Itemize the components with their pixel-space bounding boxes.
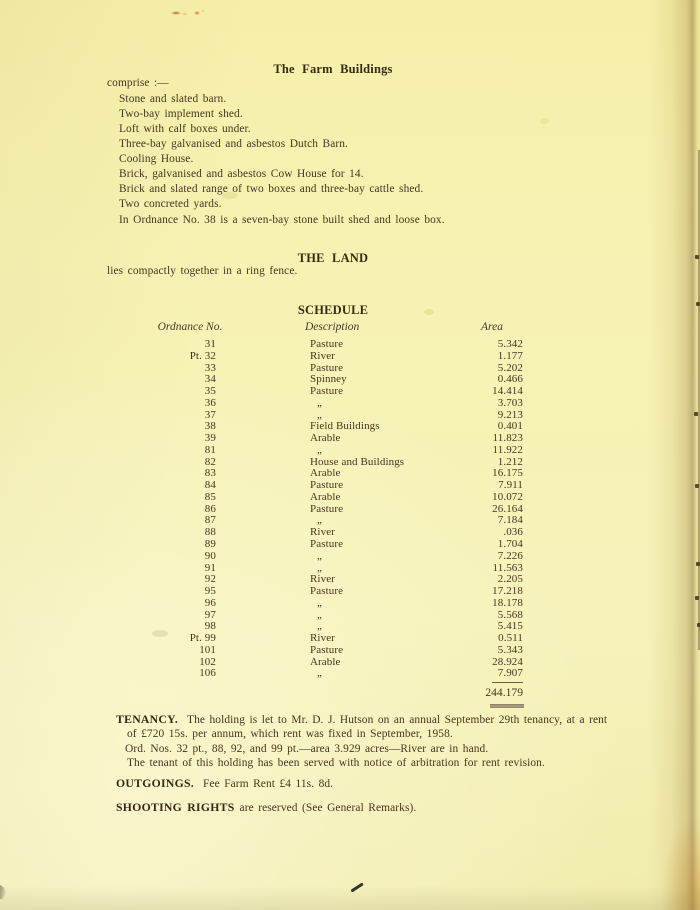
table-row [90, 527, 523, 539]
area-cell: 7.226 [497, 549, 523, 562]
ordnance-no-cell: Pt. 99 [189, 632, 216, 645]
ordnance-no-cell: 37 [204, 408, 216, 421]
ordnance-no-cell: 35 [204, 385, 216, 398]
area-cell: 5.415 [497, 620, 523, 633]
total-rule [492, 682, 523, 683]
stitch-hole [696, 302, 700, 306]
shooting-rights-label: SHOOTING RIGHTS [116, 801, 235, 814]
area-cell: 16.175 [492, 467, 523, 480]
table-row [90, 433, 523, 445]
rust-stain [170, 8, 206, 18]
tenancy-label: TENANCY. [116, 713, 179, 726]
schedule-rows [90, 339, 523, 680]
description-cell: Pasture [310, 361, 344, 374]
outgoings-paragraph [116, 777, 333, 790]
description-cell: Pasture [310, 643, 344, 656]
ordnance-no-cell: 39 [204, 432, 216, 445]
area-cell: 5.568 [497, 608, 523, 621]
description-cell: Pasture [310, 502, 344, 515]
outgoings-label: OUTGOINGS. [116, 777, 195, 790]
ordnance-no-cell: 34 [204, 373, 216, 386]
description-cell: Arable [310, 655, 341, 668]
ordnance-no-cell: 86 [204, 502, 216, 515]
table-row [90, 668, 523, 680]
area-cell: 10.072 [492, 490, 523, 503]
table-row [90, 421, 523, 433]
description-cell: „ [317, 596, 322, 609]
description-cell: Spinney [310, 373, 347, 386]
table-row [90, 374, 523, 386]
table-row [90, 386, 523, 398]
area-cell: 1.704 [497, 538, 523, 551]
area-cell: 0.401 [497, 420, 523, 433]
description-cell: Arable [310, 467, 341, 480]
ordnance-no-cell: 95 [204, 585, 216, 598]
ordnance-no-cell: 38 [204, 420, 216, 433]
ordnance-no-cell: 87 [204, 514, 216, 527]
ordnance-no-cell: 102 [199, 655, 216, 668]
description-cell: Pasture [310, 385, 344, 398]
table-row [90, 351, 523, 363]
ordnance-no-cell: 90 [204, 549, 216, 562]
stitch-hole [695, 596, 699, 600]
ordnance-no-cell: 92 [204, 573, 216, 586]
outgoings-text: Fee Farm Rent £4 11s. 8d. [203, 778, 334, 790]
stitch-hole [695, 484, 699, 488]
stitch-hole [695, 255, 699, 259]
table-row [90, 363, 523, 375]
list-item: Brick, galvanised and asbestos Cow House for 14. [119, 168, 364, 181]
shooting-rights-text: are reserved (See General Remarks). [239, 802, 417, 814]
shooting-rights-paragraph [116, 801, 416, 814]
table-row [90, 457, 523, 469]
ordnance-no-cell: 82 [204, 455, 216, 468]
tenancy-line-2: of £720 15s. per annum, which rent was fixed in September, 1958. [127, 728, 453, 740]
tenancy-line-1: The holding is let to Mr. D. J. Hutson on an annual September 29th tenancy, at a rent [187, 714, 608, 726]
area-cell: 17.218 [492, 585, 523, 598]
description-cell: Pasture [310, 338, 344, 350]
table-row [90, 539, 523, 551]
description-cell: Pasture [310, 585, 344, 598]
table-row [90, 657, 523, 669]
table-row [90, 586, 523, 598]
table-row [90, 645, 523, 657]
description-cell: Pasture [310, 479, 344, 492]
description-cell: „ [317, 549, 322, 562]
area-cell: 9.213 [497, 408, 523, 421]
table-row [90, 551, 523, 563]
paper-stain [424, 309, 434, 315]
list-item: Cooling House. [119, 153, 194, 166]
area-cell: 7.184 [497, 514, 523, 527]
paper-stain [152, 630, 168, 637]
farm-buildings-title: The Farm Buildings [273, 62, 393, 76]
paper-stain [540, 118, 549, 124]
table-row [90, 492, 523, 504]
list-item: In Ordnance No. 38 is a seven-bay stone built shed and loose box. [119, 213, 445, 226]
ordnance-no-cell: 106 [199, 667, 216, 680]
total-area-value: 244.179 [485, 686, 523, 699]
ordnance-no-cell: 88 [204, 526, 216, 539]
ordnance-no-cell: 98 [204, 620, 216, 633]
table-row [90, 610, 523, 622]
description-cell: „ [317, 443, 322, 456]
the-land-text: lies compactly together in a ring fence. [107, 265, 298, 277]
table-row [90, 410, 523, 422]
table-row [90, 398, 523, 410]
schedule-title: SCHEDULE [297, 303, 369, 317]
ordnance-no-cell: 96 [204, 596, 216, 609]
description-cell: River [310, 349, 335, 362]
description-cell: House and Buildings [310, 455, 405, 468]
ordnance-no-cell: 36 [204, 396, 216, 409]
column-header-ordnance-no: Ordnance No. [157, 321, 223, 333]
description-cell: „ [317, 667, 322, 680]
tenancy-paragraph [116, 713, 607, 726]
column-header-description: Description [305, 321, 360, 333]
paper-stain [222, 192, 238, 199]
description-cell: „ [317, 514, 322, 527]
table-row [90, 574, 523, 586]
area-cell: 5.202 [497, 361, 523, 374]
description-cell: River [310, 632, 335, 645]
area-cell: .036 [503, 526, 523, 539]
description-cell: „ [317, 608, 322, 621]
area-cell: 5.343 [497, 643, 523, 656]
farm-buildings-intro: comprise :— [107, 77, 169, 89]
area-cell: 1.177 [497, 349, 523, 362]
table-row [90, 480, 523, 492]
ordnance-no-cell: 31 [204, 338, 216, 350]
table-row [90, 598, 523, 610]
area-cell: 26.164 [492, 502, 523, 515]
area-cell: 5.342 [497, 338, 523, 350]
list-item: Brick and slated range of two boxes and three-bay cattle shed. [119, 183, 424, 196]
ordnance-no-cell: 84 [204, 479, 216, 492]
the-land-title: THE LAND [297, 251, 369, 265]
area-cell: 0.511 [498, 632, 523, 645]
stitch-hole [696, 562, 700, 566]
area-cell: 7.911 [498, 479, 523, 492]
stitch-hole [694, 412, 698, 416]
area-cell: 28.924 [492, 655, 523, 668]
area-cell: 14.414 [492, 385, 523, 398]
table-row [90, 445, 523, 457]
list-item: Two concreted yards. [119, 198, 222, 211]
ordnance-no-cell: 97 [204, 608, 216, 621]
ordnance-no-cell: 33 [204, 361, 216, 374]
area-cell: 1.212 [497, 455, 523, 468]
ordnance-no-cell: 81 [204, 443, 216, 456]
description-cell: Arable [310, 432, 341, 445]
description-cell: River [310, 526, 335, 539]
farm-buildings-list [119, 92, 445, 228]
description-cell: Arable [310, 490, 341, 503]
area-cell: 11.922 [492, 443, 523, 456]
area-cell: 18.178 [492, 596, 523, 609]
area-cell: 0.466 [497, 373, 523, 386]
area-cell: 3.703 [497, 396, 523, 409]
description-cell: „ [317, 620, 322, 633]
table-row [90, 468, 523, 480]
total-double-rule [490, 704, 524, 708]
ordnance-no-cell: 83 [204, 467, 216, 480]
list-item: Two-bay implement shed. [119, 108, 243, 121]
list-item: Three-bay galvanised and asbestos Dutch Barn. [119, 138, 348, 151]
column-header-area: Area [481, 321, 503, 333]
list-item: Loft with calf boxes under. [119, 123, 251, 136]
area-cell: 11.563 [492, 561, 523, 574]
area-cell: 7.907 [497, 667, 523, 680]
tenancy-line-3: Ord. Nos. 32 pt., 88, 92, and 99 pt.—area 3.929 acres—River are in hand. [125, 743, 489, 755]
area-cell: 11.823 [492, 432, 523, 445]
ordnance-no-cell: 91 [204, 561, 216, 574]
description-cell: „ [317, 396, 322, 409]
description-cell: „ [317, 561, 322, 574]
area-cell: 2.205 [497, 573, 523, 586]
table-row [90, 515, 523, 527]
ordnance-no-cell: 89 [204, 538, 216, 551]
description-cell: Pasture [310, 538, 344, 551]
table-row [90, 563, 523, 575]
ordnance-no-cell: 101 [199, 643, 216, 656]
ordnance-no-cell: Pt. 32 [189, 349, 216, 362]
table-row [90, 504, 523, 516]
table-row [90, 339, 523, 351]
description-cell: „ [317, 408, 322, 421]
description-cell: River [310, 573, 335, 586]
tenancy-line-4: The tenant of this holding has been served with notice of arbitration for rent revision. [127, 757, 545, 769]
ordnance-no-cell: 85 [204, 490, 216, 503]
description-cell: Field Buildings [310, 420, 380, 433]
list-item: Stone and slated barn. [119, 93, 227, 105]
